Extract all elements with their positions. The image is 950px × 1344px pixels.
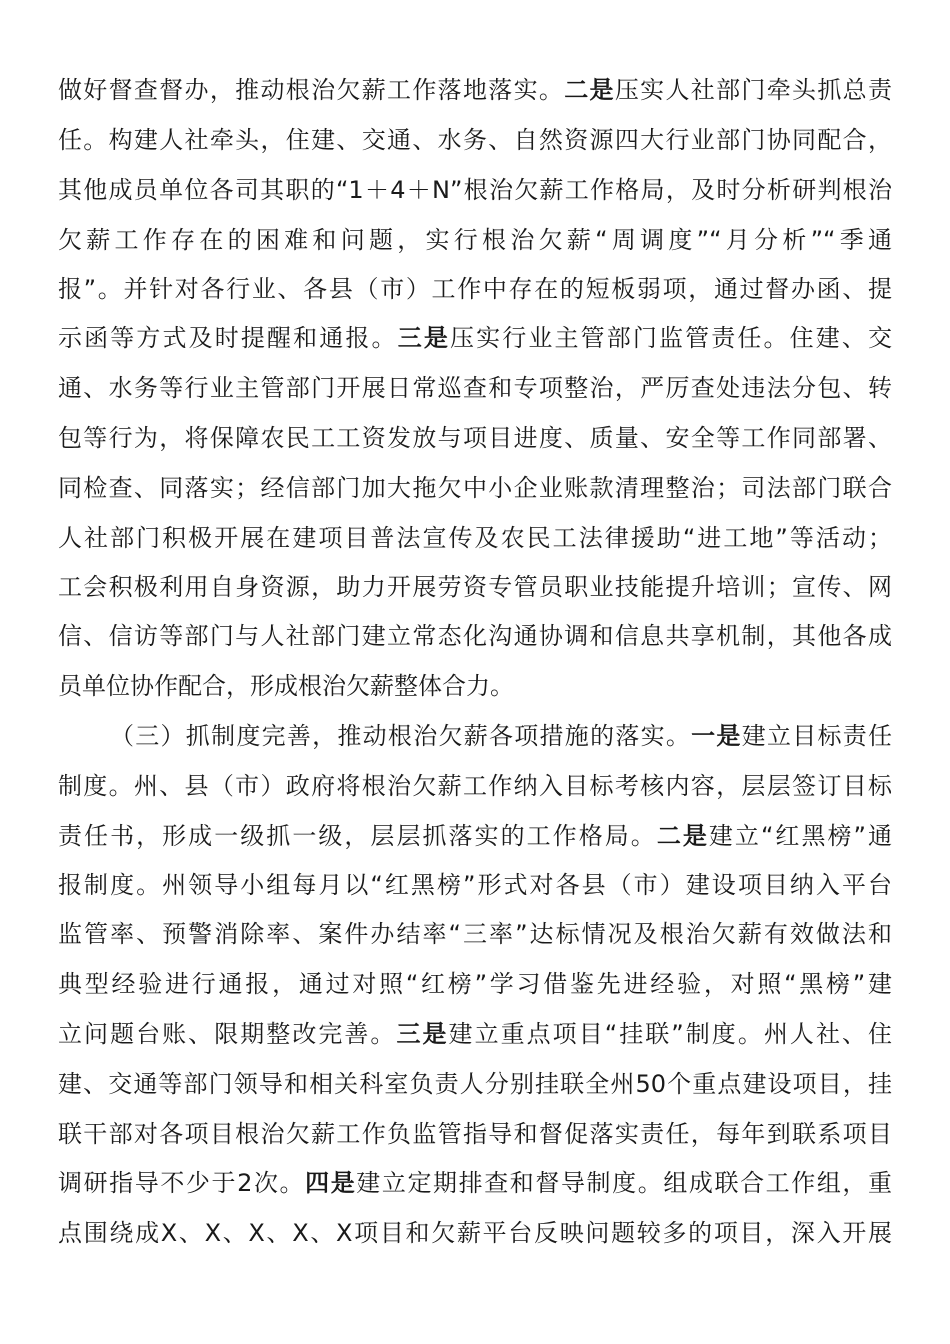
text-line: 其他成员单位各司其职的“1＋4＋N”根治欠薪工作格局，及时分析研判根治	[58, 176, 892, 204]
text-line-paragraph-end: 员单位协作配合，形成根治欠薪整体合力。	[58, 672, 514, 700]
text-line: 通、水务等行业主管部门开展日常巡查和专项整治，严厉查处违法分包、转	[58, 374, 892, 402]
text-line: 工会积极利用自身资源，助力开展劳资专管员职业技能提升培训；宣传、网	[58, 573, 892, 601]
text-line: 调研指导不少于2次。四是建立定期排查和督导制度。组成联合工作组，重	[58, 1169, 892, 1197]
text-line: 同检查、同落实；经信部门加大拖欠中小企业账款清理整治；司法部门联合	[58, 474, 892, 502]
text-line: 典型经验进行通报，通过对照“红榜”学习借鉴先进经验，对照“黑榜”建	[58, 970, 892, 998]
text-line: 报”。并针对各行业、各县（市）工作中存在的短板弱项，通过督办函、提	[58, 275, 892, 303]
text-line: 联干部对各项目根治欠薪工作负监管指导和督促落实责任，每年到联系项目	[58, 1120, 892, 1148]
text-line: 人社部门积极开展在建项目普法宣传及农民工法律援助“进工地”等活动；	[58, 524, 892, 552]
text-line: 建、交通等部门领导和相关科室负责人分别挂联全州50个重点建设项目，挂	[58, 1070, 892, 1098]
text-line: 任。构建人社牵头，住建、交通、水务、自然资源四大行业部门协同配合，	[58, 126, 892, 154]
text-line: 立问题台账、限期整改完善。三是建立重点项目“挂联”制度。州人社、住	[58, 1020, 893, 1048]
text-line: 制度。州、县（市）政府将根治欠薪工作纳入目标考核内容，层层签订目标	[58, 772, 892, 800]
text-line: 欠薪工作存在的困难和问题，实行根治欠薪“周调度”“月分析”“季通	[58, 226, 892, 254]
text-line: 做好督查督办，推动根治欠薪工作落地落实。二是压实人社部门牵头抓总责	[58, 76, 892, 104]
text-line: 报制度。州领导小组每月以“红黑榜”形式对各县（市）建设项目纳入平台	[58, 871, 892, 899]
text-line: 监管率、预警消除率、案件办结率“三率”达标情况及根治欠薪有效做法和	[58, 920, 892, 948]
text-line: 信、信访等部门与人社部门建立常态化沟通协调和信息共享机制，其他各成	[58, 622, 892, 650]
text-line: 责任书，形成一级抓一级，层层抓落实的工作格局。二是建立“红黑榜”通	[58, 822, 893, 850]
section-heading-line: （三）抓制度完善，推动根治欠薪各项措施的落实。一是建立目标责任	[110, 722, 893, 750]
text-line: 包等行为，将保障农民工工资发放与项目进度、质量、安全等工作同部署、	[58, 424, 892, 452]
text-line: 点围绕成X、X、X、X、X项目和欠薪平台反映问题较多的项目，深入开展	[58, 1219, 892, 1247]
text-line: 示函等方式及时提醒和通报。三是压实行业主管部门监管责任。住建、交	[58, 324, 893, 352]
